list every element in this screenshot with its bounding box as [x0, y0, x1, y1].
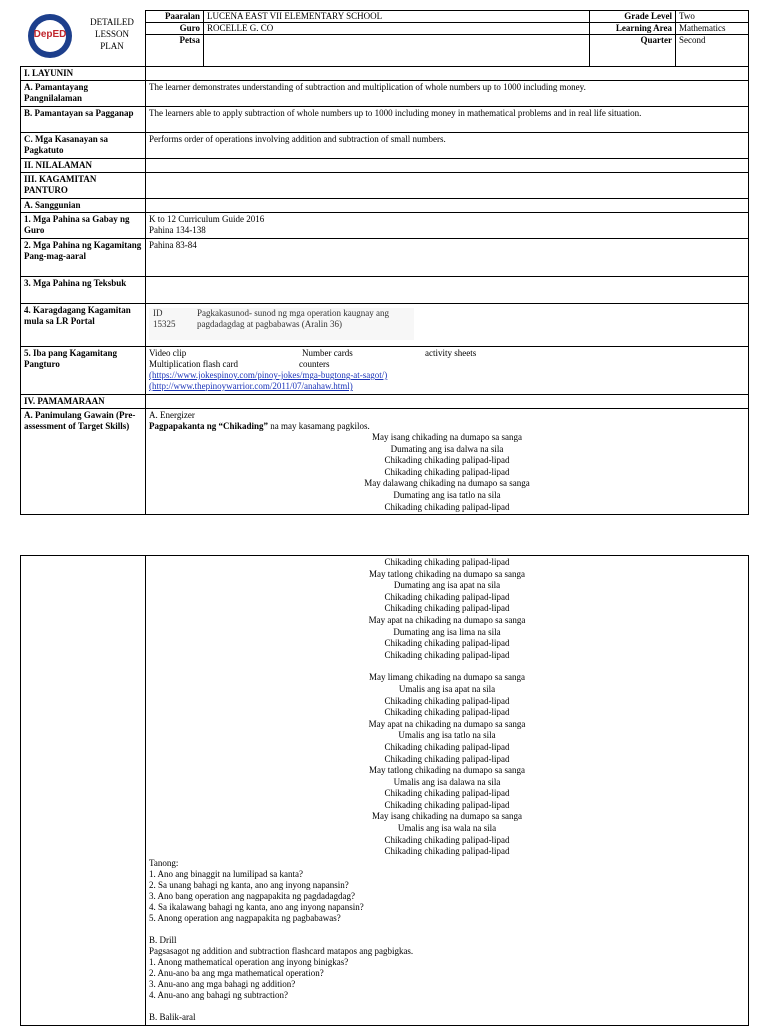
other-materials: Video clip Number cards activity sheets Multiplication flash card counters (https://www.jokespinoy.com/pinoy-jokes/mga-bugtong-at-sagot/) (http://www.thepinoywarrior.com/2011/07/anahaw.html)	[146, 347, 749, 395]
song-lyrics-1: May isang chikading na dumapo sa sanga Dumating ang isa dalwa na sila Chikading chikading palipad-lipad Chikading chikading palipad-lipad May dalawang chikading na dumapo sa sanga Dumating ang isa tatlo na sila Chikading chikading palipad-lipad	[364, 432, 530, 512]
header-block	[20, 10, 748, 66]
textbook-pages	[146, 277, 749, 304]
review-label: B. Balik-aral	[149, 1011, 196, 1022]
section-nilalaman: II. NILALAMAN	[21, 159, 146, 173]
school-name: LUCENA EAST VII ELEMENTARY SCHOOL	[204, 11, 590, 23]
guide-pages: K to 12 Curriculum Guide 2016 Pahina 134-138	[146, 213, 749, 239]
lr-portal-row: ID 15325 Pagkakasunod- sunod ng mga operation kaugnay ang pagdadagdag at pagbabawas (Aralin 36)	[149, 308, 414, 340]
deped-logo: DepED	[28, 14, 72, 58]
song-lyrics-2: Chikading chikading palipad-lipad May tatlong chikading na dumapo sa sanga Dumating ang isa apat na sila Chikading chikading palipad-lipad Chikading chikading palipad-lipad May apat na chikading na dumapo sa sanga Dumating ang isa lima na sila Chikading chikading palipad-lipad Chikading chikading palipad-lipad May limang chikading na dumapo sa sanga Umalis ang isa apat na sila Chikading chikading palipad-lipad Chikading chikading palipad-lipad May apat na chikading na dumapo sa sanga Umalis ang isa tatlo na sila Chikading chikading palipad-lipad Chikading chikading palipad-lipad May tatlong chikading na dumapo sa sanga Umalis ang isa dalawa na sila Chikading chikading palipad-lipad Chikading chikading palipad-lipad May isang chikading na dumapo sa sanga Umalis ang isa wala na sila Chikading chikading palipad-lipad Chikading chikading palipad-lipad	[368, 557, 526, 857]
energizer-cell: A. Energizer Pagpapakanta ng “Chikading” na may kasamang pagkilos. May isang chikading na dumapo sa sanga Dumating ang isa dalwa na sila Chikading chikading palipad-lipad Chikading chikading palipad-lipad May dalawang chikading na dumapo sa sanga Dumating ang isa tatlo na sila Chikading chikading palipad-lipad	[146, 409, 749, 515]
performance-standard: The learners able to apply subtraction of whole numbers up to 1000 including money in mathematical problems and in real life situation.	[146, 107, 749, 133]
lr-portal-materials	[146, 304, 749, 347]
teacher-name: ROCELLE G. CO	[204, 23, 590, 35]
link-jokespinoy[interactable]: (https://www.jokespinoy.com/pinoy-jokes/mga-bugtong-at-sagot/)	[149, 370, 388, 380]
content-standard: The learner demonstrates understanding of subtraction and multiplication of whole numbers up to 1000 including money.	[146, 81, 749, 107]
lesson-plan-page-1	[20, 10, 748, 515]
lesson-table-1: I. LAYUNIN A. Pamantayang Pangnilalaman The learner demonstrates understanding of subtraction and multiplication of whole numbers up to 1000 including money. B. Pamantayan sa Pagganap The learners able to apply subtraction of whole numbers up to 1000 including money in mathematical problems and in real life situation. C. Mga Kasanayan sa Pagkatuto Performs order of operations involving addition and subtraction of small numbers. II. NILALAMAN III. KAGAMITAN PANTURO A. Sanggunian 1. Mga Pahina sa Gabay ng Guro K to 12 Curriculum Guide 2016 Pahina 134-138 2. Mga Pahina ng Kagamitang Pang-mag-aaral Pahina 83-84 3. Mga Pahina ng Teksbuk 4. Karagdagang Kagamitan mula sa LR Portal ID 15325 Pagkakasunod- sunod ng mga operation kaugnay ang pagdadagdag at pagbabawas (Aralin 36) 5. Iba pang Kagamitang Pangturo Video clip Number cards activity sheets Multiplication flash card counters (https://www.jokespinoy.com/pinoy-jokes/mga-bugtong-at-sagot/) (http://www.thepinoywarrior.com/2011/07/anahaw.html) IV. PAMAMARAAN A. Panimulang Gawain (Pre-assessment of Target Skills) A. Energizer Pagpapakanta ng “Chikading” na may kasamang pagkilos. May isang chikading na dumapo sa sanga Dumating ang isa dalwa na sila Chikading chikading palipad-lipad Chikading chikading palipad-lipad May dalawang chikading na dumapo sa sanga Dumating ang isa tatlo na sila Chikading chikading palipad-lipad	[20, 66, 749, 515]
plan-title: DETAILED LESSON PLAN	[90, 17, 134, 51]
date-field	[204, 35, 590, 67]
section-kagamitan: III. KAGAMITAN PANTURO	[21, 173, 146, 199]
link-thepinoywarrior[interactable]: (http://www.thepinoywarrior.com/2011/07/anahaw.html)	[149, 381, 353, 391]
questions-block: Tanong: 1. Ano ang binaggit na lumilipad sa kanta? 2. Sa unang bahagi ng kanta, ano ang inyong napansin? 3. Ano bang operation ang nagpapakita ng pagdadagdag? 4. Sa ikalawang bahagi ng kanta, ano ang inyong napansin? 5. Anong operation ang nagpapakita ng pagbabawas?	[149, 857, 364, 923]
header-table: Paaralan LUCENA EAST VII ELEMENTARY SCHOOL Grade Level Two Guro ROCELLE G. CO Learning Area Mathematics Petsa Quarter Second	[145, 10, 749, 67]
section-pamamaraan: IV. PAMAMARAAN	[21, 395, 146, 409]
drill-block: B. Drill Pagsasagot ng addition and subtraction flashcard matapos ang pagbigkas. 1. Anong mathematical operation ang inyong binigkas? 2. Anu-ano ba ang mga mathematical operation? 3. Anu-ano ang mga bahagi ng addition? 4. Anu-ano ang bahagi ng subtraction?	[149, 934, 414, 1000]
section-layunin: I. LAYUNIN	[21, 67, 146, 81]
lesson-table-2	[20, 555, 749, 1026]
lesson-plan-page-2	[20, 555, 748, 1026]
learning-competency: Performs order of operations involving addition and subtraction of small numbers.	[146, 133, 749, 159]
energizer-continued	[146, 556, 749, 1026]
learner-pages: Pahina 83-84	[146, 239, 749, 277]
